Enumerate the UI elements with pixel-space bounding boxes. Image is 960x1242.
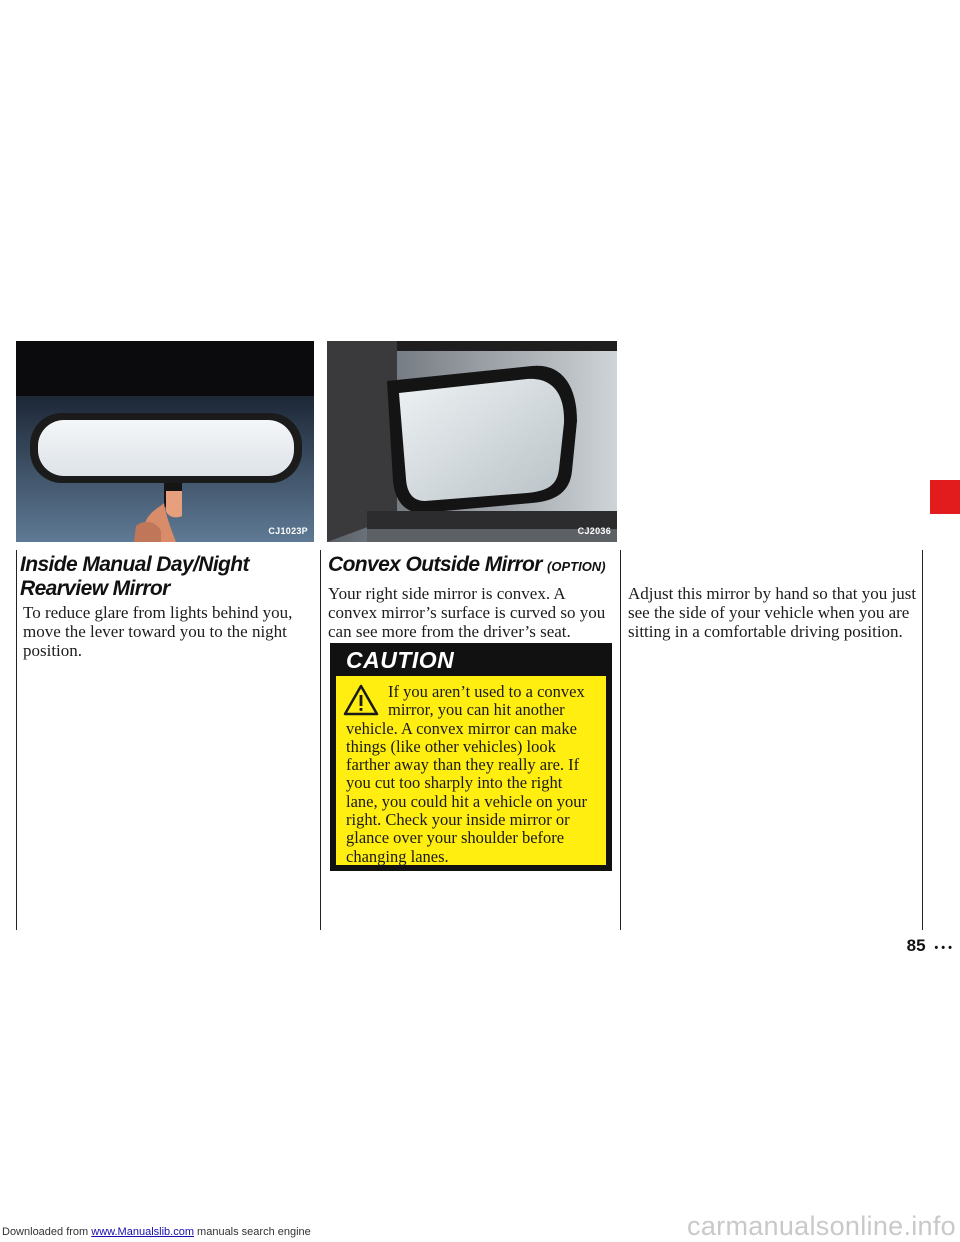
column-divider-far-right	[922, 550, 923, 930]
caution-text-first: If you aren’t used to a convex mirror, you can hit another	[388, 682, 585, 720]
adjust-mirror-body: Adjust this mirror by hand so that you just see the side of your vehicle when you are sitting in a comfortable driving position.	[628, 584, 917, 641]
heading-line: Rearview Mirror	[20, 577, 170, 600]
outside-mirror-photo	[327, 341, 617, 542]
outside-mirror-illustration	[327, 341, 617, 542]
column-divider-left	[16, 550, 17, 930]
heading-line: Inside Manual Day/Night	[20, 553, 249, 576]
column-divider-middle	[320, 550, 321, 930]
caution-panel	[336, 676, 606, 865]
rearview-mirror-illustration	[16, 341, 314, 542]
convex-mirror-body: Your right side mirror is convex. A convex mirror’s surface is curved so you can see more from the driver’s seat.	[328, 584, 606, 641]
caution-title: CAUTION	[346, 647, 455, 673]
inside-mirror-heading	[20, 553, 315, 601]
option-tag: (OPTION)	[547, 559, 606, 574]
inside-mirror-body: To reduce glare from lights behind you, move the lever toward you to the night position.	[23, 603, 293, 660]
photo-code-label: CJ1023P	[268, 526, 308, 536]
watermark-text: carmanualsonline.info	[687, 1211, 956, 1241]
page-number-value: 85	[906, 936, 926, 955]
caution-box	[330, 643, 612, 871]
footer-suffix: manuals search engine	[197, 1226, 311, 1238]
caution-text	[346, 683, 598, 866]
top-margin	[0, 0, 960, 284]
convex-mirror-heading	[328, 553, 620, 579]
rearview-mirror-photo	[16, 341, 314, 542]
footer-prefix: Downloaded from	[2, 1226, 89, 1238]
photo-code-label: CJ2036	[577, 526, 611, 536]
manualslib-link[interactable]: www.Manualslib.com	[91, 1226, 194, 1238]
page-continuation-dots: • • •	[934, 942, 952, 954]
caution-text-rest: vehicle. A convex mirror can make things (like other vehicles) look farther away than they really are. If you cut too sharply into the right lane, you could hit a vehicle on your right. Check your inside mirror or glance over your shoulder before changing lanes.	[346, 718, 588, 866]
download-footer	[2, 1226, 311, 1238]
bottom-margin	[0, 956, 960, 1242]
column-divider-right	[620, 550, 621, 930]
page-number	[907, 936, 952, 956]
section-tab-marker	[930, 480, 960, 514]
heading-text: Convex Outside Mirror	[328, 553, 542, 576]
